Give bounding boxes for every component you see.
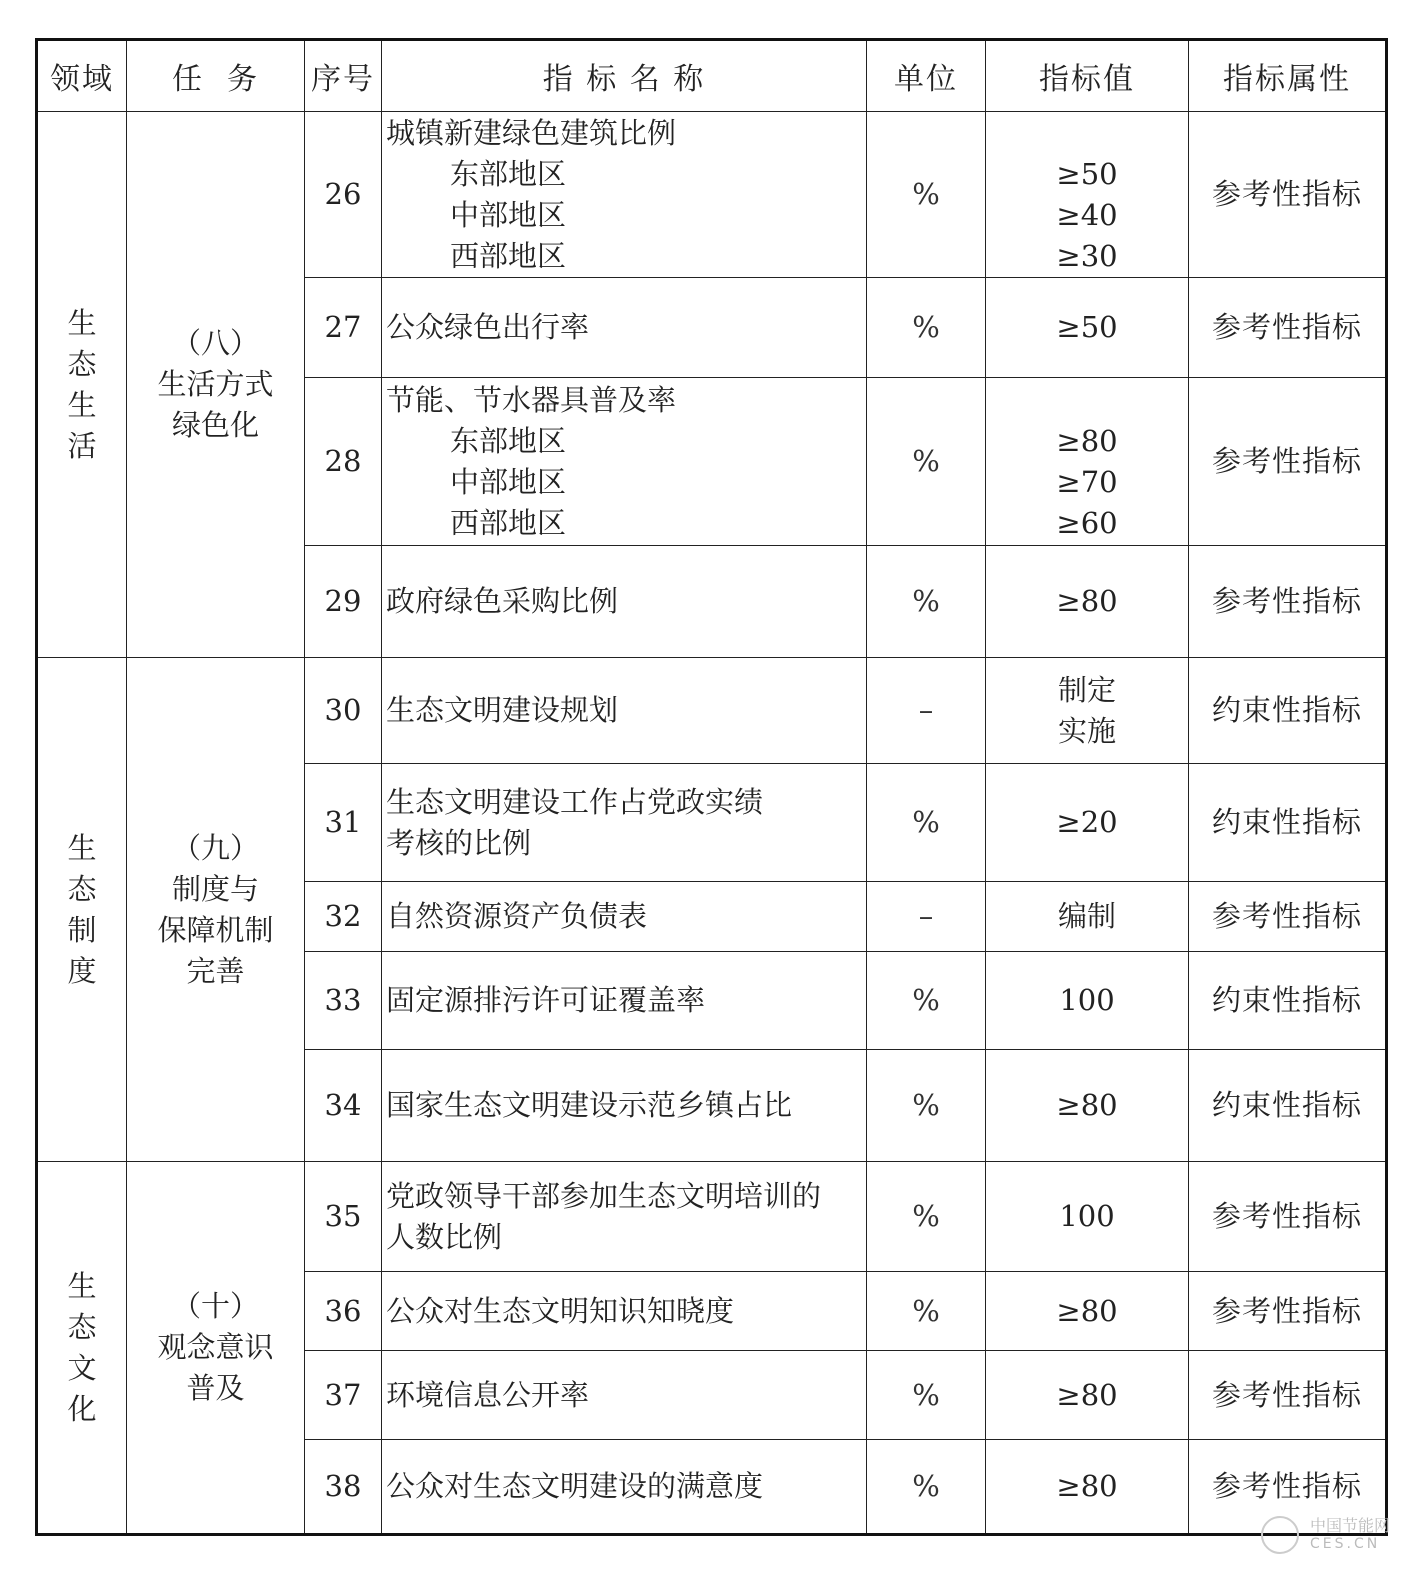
indicator-name-cell (382, 278, 867, 378)
domain-char: 生 (67, 1268, 97, 1303)
indicator-name-cell (382, 1050, 867, 1162)
indicator-value: 编制 (1057, 899, 1116, 933)
value-cell (986, 764, 1189, 882)
indicator-value: ≥50 (1056, 310, 1118, 344)
indicator-subregion: 西部地区 (450, 505, 567, 540)
value-cell (986, 1050, 1189, 1162)
indicator-name: 公众对生态文明知识知晓度 (386, 1293, 735, 1328)
attribute-cell: 约束性指标 (1189, 658, 1387, 764)
indicator-subregion: 东部地区 (450, 423, 567, 458)
value-cell (986, 1272, 1189, 1351)
indicator-value: ≥20 (1056, 805, 1118, 839)
indicator-value: ≥80 (1056, 1469, 1118, 1503)
unit-cell: % (867, 1272, 986, 1351)
indicator-name-cell (382, 378, 867, 546)
indicator-subregion: 东部地区 (450, 156, 567, 191)
domain-char: 态 (67, 346, 97, 381)
attribute-cell: 参考性指标 (1189, 882, 1387, 952)
header-unit: 单位 (867, 40, 986, 112)
attribute-cell: 参考性指标 (1189, 1351, 1387, 1440)
attribute-cell: 约束性指标 (1189, 764, 1387, 882)
indicator-value: ≥80 (1056, 1293, 1118, 1328)
task-cell (127, 658, 305, 1162)
attribute-cell: 参考性指标 (1189, 112, 1387, 278)
watermark-cn: 中国节能网 (1309, 1516, 1390, 1535)
indicator-table (35, 38, 1388, 1536)
indicator-name-cell (382, 882, 867, 952)
unit-cell: % (867, 1162, 986, 1272)
indicator-value: ≥70 (1056, 464, 1118, 499)
header-attr: 指标属性 (1189, 40, 1387, 112)
indicator-value: ≥50 (1056, 156, 1118, 191)
indicator-name: 环境信息公开率 (386, 1377, 590, 1412)
seq-cell: 29 (305, 546, 382, 658)
value-spacer (986, 113, 1188, 154)
indicator-value: ≥80 (1056, 584, 1118, 618)
domain-char: 活 (67, 428, 97, 463)
seq-cell: 36 (305, 1272, 382, 1351)
attribute-cell: 参考性指标 (1189, 1272, 1387, 1351)
domain-char: 生 (67, 387, 97, 422)
value-cell (986, 112, 1189, 278)
attribute-cell: 参考性指标 (1189, 546, 1387, 658)
domain-char: 度 (67, 953, 97, 988)
table-row (37, 658, 1387, 764)
seq-cell: 26 (305, 112, 382, 278)
domain-char: 化 (67, 1391, 97, 1426)
header-row (37, 40, 1387, 112)
watermark-en: CES.CN (1309, 1536, 1381, 1552)
domain-char: 制 (67, 912, 97, 947)
domain-char: 态 (67, 871, 97, 906)
task-line: 生活方式 (157, 367, 274, 401)
value-spacer (986, 380, 1188, 421)
unit-cell: % (867, 1050, 986, 1162)
indicator-name: 政府绿色采购比例 (386, 584, 619, 618)
task-line: 观念意识 (157, 1330, 274, 1364)
indicator-name: 自然资源资产负债表 (386, 899, 648, 933)
indicator-name-cell (382, 1440, 867, 1535)
value-cell (986, 278, 1189, 378)
indicator-name: 城镇新建绿色建筑比例 (386, 115, 677, 150)
task-cell (127, 112, 305, 658)
seq-cell: 31 (305, 764, 382, 882)
task-line: （十） (171, 1289, 259, 1323)
watermark-logo-icon (1261, 1516, 1299, 1554)
seq-cell: 35 (305, 1162, 382, 1272)
value-cell (986, 952, 1189, 1050)
indicator-name: 节能、节水器具普及率 (386, 382, 677, 417)
indicator-subregion: 中部地区 (450, 464, 567, 499)
domain-char: 生 (67, 830, 97, 865)
attribute-cell: 参考性指标 (1189, 1162, 1387, 1272)
domain-cell (37, 658, 127, 1162)
indicator-name-cont: 人数比例 (386, 1219, 503, 1254)
unit-cell: % (867, 952, 986, 1050)
unit-cell: – (867, 658, 986, 764)
domain-char: 文 (67, 1350, 97, 1385)
unit-cell: % (867, 378, 986, 546)
domain-cell (37, 1162, 127, 1535)
indicator-name: 党政领导干部参加生态文明培训的 (386, 1178, 822, 1213)
value-cell (986, 658, 1189, 764)
watermark (1261, 1516, 1390, 1554)
indicator-name-cell (382, 952, 867, 1050)
unit-cell: % (867, 1351, 986, 1440)
unit-cell: – (867, 882, 986, 952)
indicator-name-cell (382, 764, 867, 882)
indicator-name: 公众对生态文明建设的满意度 (386, 1469, 764, 1503)
domain-cell (37, 112, 127, 658)
seq-cell: 32 (305, 882, 382, 952)
seq-cell: 28 (305, 378, 382, 546)
header-domain: 领域 (37, 40, 127, 112)
task-line: 制度与 (171, 871, 259, 906)
value-cell (986, 882, 1189, 952)
indicator-name: 生态文明建设工作占党政实绩 (386, 784, 764, 819)
task-line: 普及 (186, 1371, 245, 1405)
task-line: 绿色化 (171, 408, 259, 442)
indicator-value: 100 (1059, 983, 1115, 1017)
task-cell (127, 1162, 305, 1535)
value-cell (986, 1162, 1189, 1272)
seq-cell: 34 (305, 1050, 382, 1162)
indicator-name: 固定源排污许可证覆盖率 (386, 983, 706, 1017)
indicator-value: ≥60 (1056, 505, 1118, 540)
unit-cell: % (867, 1440, 986, 1535)
header-value: 指标值 (986, 40, 1189, 112)
header-name: 指 标 名 称 (382, 40, 867, 112)
indicator-name-cell (382, 1162, 867, 1272)
indicator-name: 公众绿色出行率 (386, 310, 590, 344)
task-line: （九） (171, 830, 259, 865)
indicator-value: 100 (1059, 1199, 1115, 1233)
task-line: 完善 (186, 953, 245, 988)
indicator-name-cont: 考核的比例 (386, 825, 532, 860)
indicator-value: 制定 (1057, 672, 1116, 707)
unit-cell: % (867, 764, 986, 882)
indicator-subregion: 中部地区 (450, 197, 567, 232)
header-task: 任 务 (127, 40, 305, 112)
indicator-name-cell (382, 546, 867, 658)
value-cell (986, 546, 1189, 658)
table-body (37, 112, 1387, 1535)
indicator-value: ≥80 (1056, 423, 1118, 458)
seq-cell: 27 (305, 278, 382, 378)
indicator-name-cell (382, 1351, 867, 1440)
attribute-cell: 参考性指标 (1189, 278, 1387, 378)
indicator-value: ≥30 (1056, 238, 1118, 273)
indicator-name: 生态文明建设规划 (386, 693, 619, 727)
indicator-name: 国家生态文明建设示范乡镇占比 (386, 1088, 793, 1122)
domain-char: 态 (67, 1309, 97, 1344)
indicator-value: ≥80 (1056, 1377, 1118, 1412)
unit-cell: % (867, 546, 986, 658)
table-row (37, 112, 1387, 278)
task-line: 保障机制 (157, 912, 274, 947)
task-line: （八） (171, 326, 259, 360)
seq-cell: 33 (305, 952, 382, 1050)
indicator-name-cell (382, 658, 867, 764)
unit-cell: % (867, 112, 986, 278)
header-seq: 序号 (305, 40, 382, 112)
attribute-cell: 约束性指标 (1189, 952, 1387, 1050)
indicator-subregion: 西部地区 (450, 238, 567, 273)
value-cell (986, 378, 1189, 546)
indicator-value: 实施 (1057, 713, 1116, 748)
unit-cell: % (867, 278, 986, 378)
indicator-value: ≥40 (1056, 197, 1118, 232)
attribute-cell: 约束性指标 (1189, 1050, 1387, 1162)
value-cell (986, 1351, 1189, 1440)
table-row (37, 1162, 1387, 1272)
attribute-cell: 参考性指标 (1189, 1440, 1387, 1535)
seq-cell: 30 (305, 658, 382, 764)
value-cell (986, 1440, 1189, 1535)
attribute-cell: 参考性指标 (1189, 378, 1387, 546)
domain-char: 生 (67, 305, 97, 340)
indicator-value: ≥80 (1056, 1088, 1118, 1122)
indicator-name-cell (382, 112, 867, 278)
seq-cell: 37 (305, 1351, 382, 1440)
seq-cell: 38 (305, 1440, 382, 1535)
indicator-name-cell (382, 1272, 867, 1351)
